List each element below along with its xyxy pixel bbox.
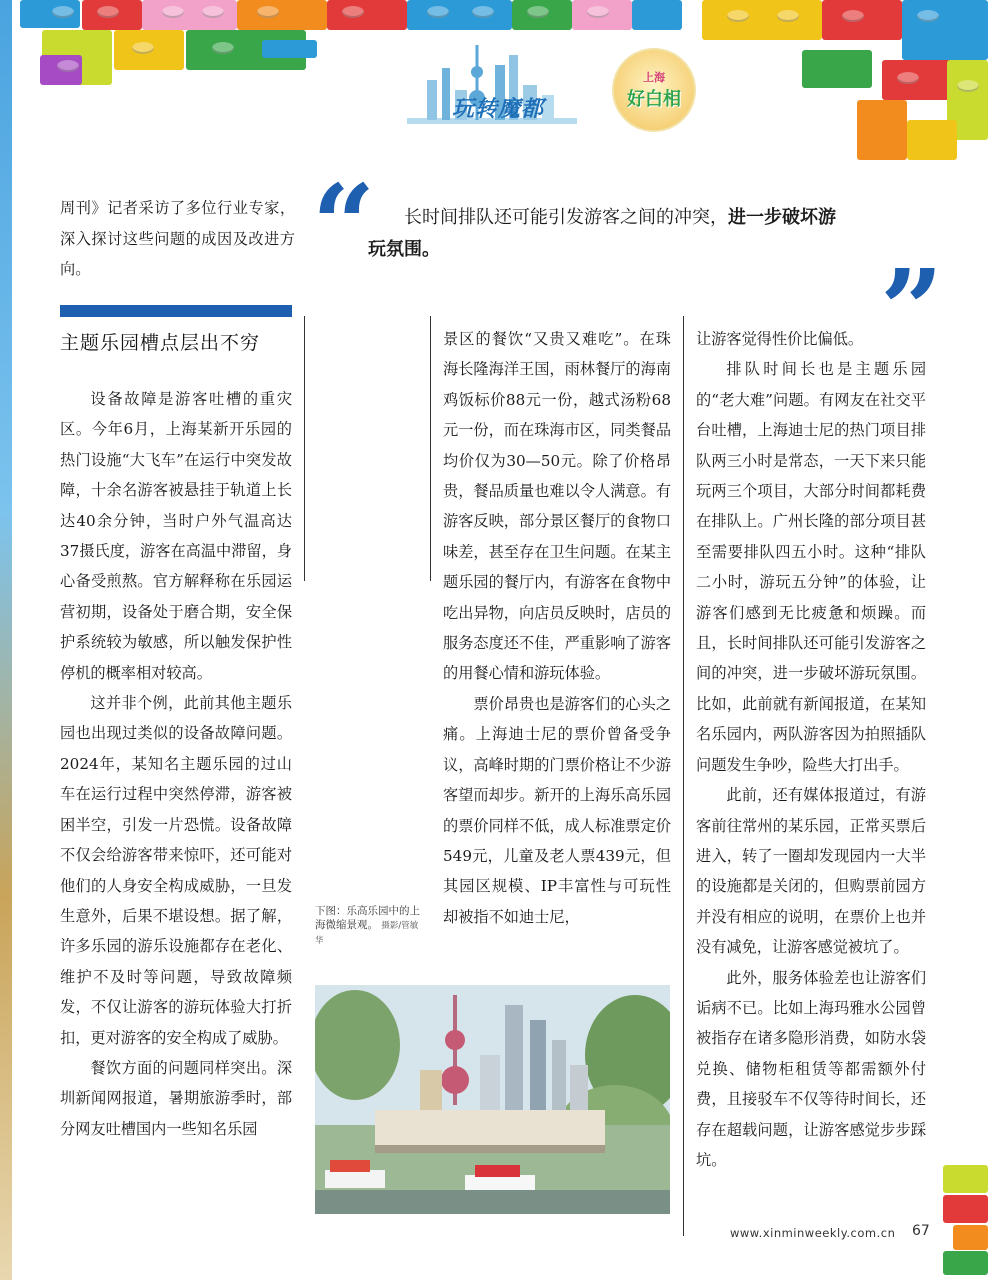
page-number: 67	[912, 1223, 930, 1239]
quote-open-icon: “	[312, 160, 376, 289]
corner-bricks	[943, 1165, 988, 1275]
lego-shanghai-photo	[315, 985, 670, 1214]
header-banner	[12, 0, 988, 165]
pull-quote-bold-1: 进一步破坏游	[728, 207, 836, 228]
intro-paragraph: 周刊》记者采访了多位行业专家，深入探讨这些问题的成因及改进方向。	[60, 199, 295, 278]
article-column-1	[60, 384, 292, 1144]
miniature-skyline-image	[315, 985, 670, 1214]
column-divider	[683, 316, 684, 1236]
article-column-2	[443, 324, 671, 932]
paragraph: 排队时间长也是主题乐园的“老大难”问题。有网友在社交平台吐槽，上海迪士尼的热门项目排队两三小时是常态，一天下来只能玩两三个项目，大部分时间都耗费在排队上。广州长隆的部分项目甚至需要排队四五小时。这种“排队二小时，游玩五分钟”的体验，让游客们感到无比疲惫和烦躁。而且，长时间排队还可能引发游客之间的冲突，进一步破坏游玩氛围。比如，此前就有新闻报道，在某知名乐园内，两队游客因为拍照插队问题发生争吵，险些大打出手。	[696, 360, 926, 774]
paragraph: 餐饮方面的问题同样突出。深圳新闻网报道，暑期旅游季时，部分网友吐槽国内一些知名乐园	[60, 1058, 292, 1138]
pull-quote	[368, 202, 888, 266]
paragraph: 让游客觉得性价比偏低。	[696, 330, 864, 348]
pull-quote-normal: 长时间排队还可能引发游客之间的冲突，	[404, 207, 728, 228]
column-divider	[304, 316, 305, 581]
section-bar	[60, 305, 292, 317]
paragraph: 这并非个例，此前其他主题乐园也出现过类似的设备故障问题。2024年，某知名主题乐园的过山车在运行过程中突然停滞，游客被困半空，引发一片恐慌。设备故障不仅会给游客带来惊吓，还可能对他们的人身安全构成威胁，一旦发生意外，后果不堪设想。据了解，许多乐园的游乐设施都存在老化、维护不及时等问题，导致故障频发，不仅让游客的游玩体验大打折扣，更对游客的安全构成了威胁。	[60, 694, 292, 1047]
paragraph: 此前，还有媒体报道过，有游客前往常州的某乐园，正常买票后进入，转了一圈却发现园内一大半的设施都是关闭的，但购票前园方并没有相应的说明，在票价上也并没有减免，让游客感觉被坑了。	[696, 786, 926, 957]
page-edge-strip	[0, 0, 12, 1280]
photo-caption	[315, 904, 425, 948]
badge-small-text: 上海	[643, 71, 665, 84]
quote-close-icon: ”	[880, 245, 944, 374]
column-divider	[430, 316, 431, 581]
caption-text: 下图：乐高乐园中的上海微缩景观。	[315, 905, 420, 931]
paragraph: 景区的餐饮“又贵又难吃”。在珠海长隆海洋王国，雨林餐厅的海南鸡饭标价88元一份，越式汤粉68元一份，而在珠海市区，同类餐品均价仅为30—50元。除了价格昂贵，餐品质量也难以令人满意。有游客反映，部分景区餐厅的食物口味差，甚至存在卫生问题。在某主题乐园的餐厅内，有游客在食物中吃出异物，向店员反映时，店员的服务态度还不佳，严重影响了游客的用餐心情和游玩体验。	[443, 330, 671, 683]
paragraph: 设备故障是游客吐槽的重灾区。今年6月，上海某新开乐园的热门设施“大飞车”在运行中突发故障，十余名游客被悬挂于轨道上长达40余分钟，当时户外气温高达37摄氏度，游客在高温中滞留，身心备受煎熬。官方解释称在乐园运营初期，设备处于磨合期，安全保护系统较为敏感，所以触发保护性停机的概率相对较高。	[60, 390, 292, 682]
paragraph: 此外，服务体验差也让游客们诟病不已。比如上海玛雅水公园曾被指存在诸多隐形消费，如防水袋兑换、储物柜租赁等都需额外付费，且接驳车不仅等待时间长，还存在超载问题，让游客感觉步步踩坑。	[696, 968, 926, 1169]
column-badge	[612, 48, 696, 132]
paragraph: 票价昂贵也是游客们的心头之痛。上海迪士尼的票价曾备受争议，高峰时期的门票价格让不少游客望而却步。新开的上海乐高乐园的票价同样不低，成人标准票定价549元，儿童及老人票439元，但其园区规模、IP丰富性与可玩性却被指不如迪士尼，	[443, 694, 671, 926]
article-column-3	[696, 324, 926, 1175]
logo-title: 玩转魔都	[452, 97, 545, 122]
section-title: 主题乐园槽点层出不穷	[60, 332, 261, 354]
pull-quote-bold-2: 玩氛围。	[368, 239, 440, 260]
footer-url: www.xinminweekly.com.cn	[730, 1226, 896, 1240]
badge-big-text: 好白相	[627, 89, 681, 110]
photo-credit: 摄影/管敏华	[315, 921, 419, 946]
